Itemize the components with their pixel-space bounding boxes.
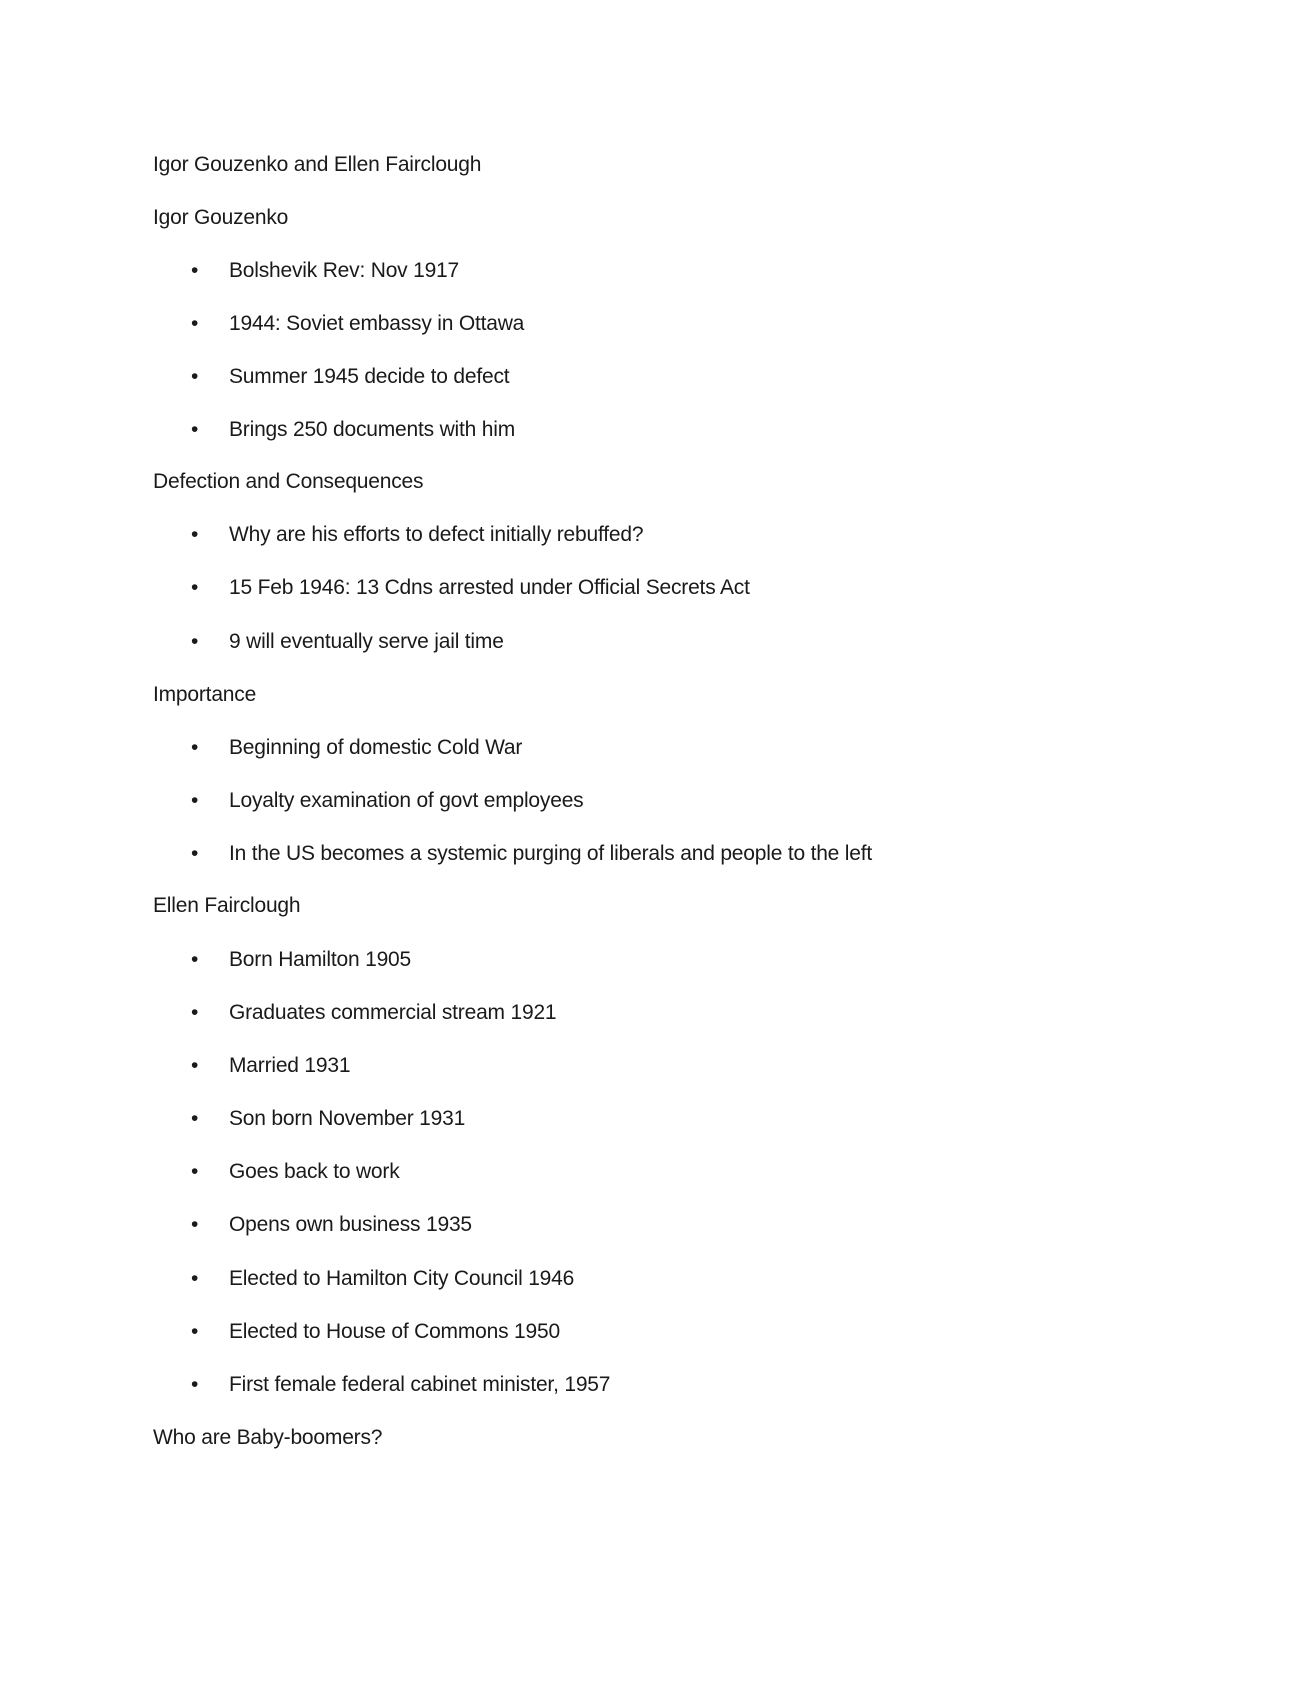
bullet-icon: •: [191, 789, 199, 812]
list-item: Married 1931: [229, 1054, 351, 1077]
list-item: Opens own business 1935: [229, 1213, 472, 1236]
bullet-icon: •: [191, 1213, 199, 1236]
list-item: Loyalty examination of govt employees: [229, 789, 584, 812]
list-item: Graduates commercial stream 1921: [229, 1001, 557, 1024]
bullet-icon: •: [191, 1320, 199, 1343]
list-item: 9 will eventually serve jail time: [229, 630, 504, 653]
bullet-icon: •: [191, 576, 199, 599]
document-title: Igor Gouzenko and Ellen Fairclough: [153, 153, 482, 176]
section-heading: Importance: [153, 683, 257, 706]
closing-question: Who are Baby-boomers?: [153, 1426, 383, 1449]
bullet-icon: •: [191, 1160, 199, 1183]
list-item: Beginning of domestic Cold War: [229, 736, 523, 759]
list-item: First female federal cabinet minister, 1957: [229, 1373, 611, 1396]
bullet-icon: •: [191, 736, 199, 759]
bullet-icon: •: [191, 948, 199, 971]
bullet-icon: •: [191, 418, 199, 441]
list-item: 1944: Soviet embassy in Ottawa: [229, 312, 525, 335]
section-heading: Igor Gouzenko: [153, 206, 289, 229]
list-item: Elected to Hamilton City Council 1946: [229, 1267, 575, 1290]
bullet-icon: •: [191, 523, 199, 546]
section-heading: Defection and Consequences: [153, 470, 424, 493]
bullet-icon: •: [191, 1373, 199, 1396]
bullet-icon: •: [191, 1267, 199, 1290]
list-item: Bolshevik Rev: Nov 1917: [229, 259, 460, 282]
list-item: Brings 250 documents with him: [229, 418, 516, 441]
bullet-icon: •: [191, 1001, 199, 1024]
bullet-icon: •: [191, 842, 199, 865]
list-item: In the US becomes a systemic purging of liberals and people to the left: [229, 842, 873, 865]
bullet-icon: •: [191, 312, 199, 335]
section-heading: Ellen Fairclough: [153, 894, 301, 917]
list-item: Elected to House of Commons 1950: [229, 1320, 560, 1343]
list-item: Why are his efforts to defect initially rebuffed?: [229, 523, 644, 546]
list-item: Goes back to work: [229, 1160, 400, 1183]
bullet-icon: •: [191, 630, 199, 653]
bullet-icon: •: [191, 1054, 199, 1077]
bullet-icon: •: [191, 1107, 199, 1130]
list-item: 15 Feb 1946: 13 Cdns arrested under Official Secrets Act: [229, 576, 750, 599]
bullet-icon: •: [191, 259, 199, 282]
list-item: Son born November 1931: [229, 1107, 466, 1130]
list-item: Summer 1945 decide to defect: [229, 365, 510, 388]
list-item: Born Hamilton 1905: [229, 948, 412, 971]
bullet-icon: •: [191, 365, 199, 388]
